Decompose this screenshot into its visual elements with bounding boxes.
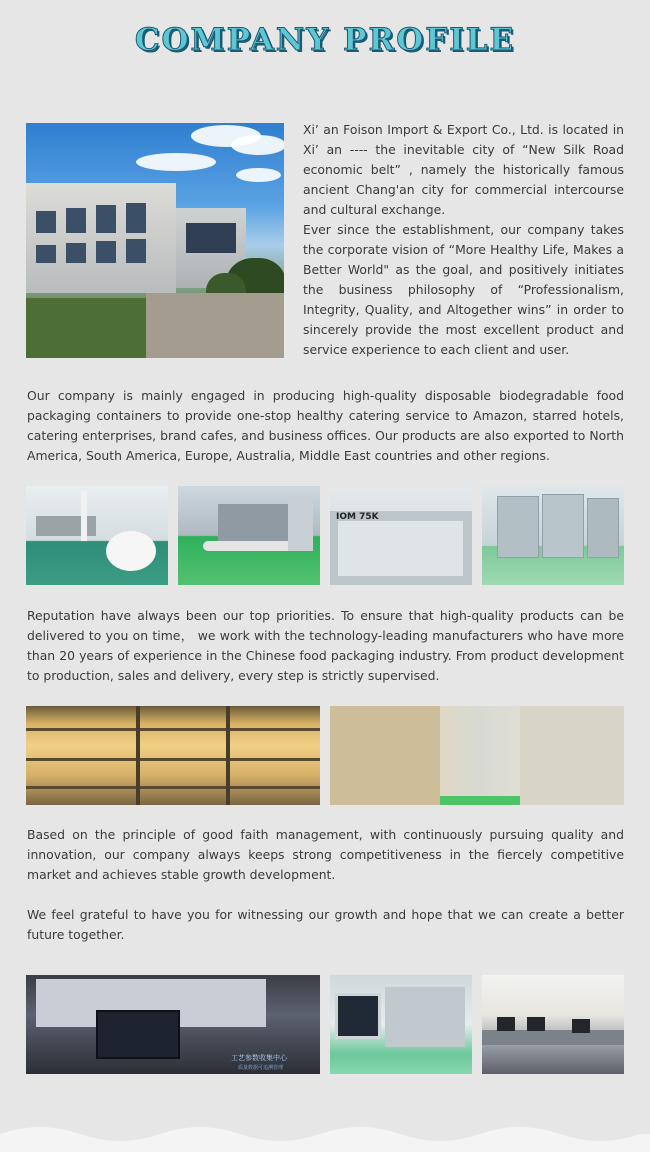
control-center-caption: 工艺参数收集中心 xyxy=(231,1054,287,1062)
business-paragraph: Our company is mainly engaged in producing high-quality disposable biodegradable food packaging containers to provide one-stop healthy catering service to Amazon, starred hotels, catering enterprises, brand cafes, and business offices. Our products are also exported to North America, South America, Europe, Australia, Middle East countries and other regions. xyxy=(27,388,624,463)
factory-workshop-photo xyxy=(26,486,168,585)
product-showroom-shelves-photo xyxy=(26,706,320,805)
machine-label: IOM 75K xyxy=(336,512,379,522)
principle-paragraph: Based on the principle of good faith management, with continuously pursuing quality and innovation, our company always keeps strong competitiveness in the fiercely competitive market and achieves stable growth development. xyxy=(27,827,624,882)
control-center-monitors-photo xyxy=(26,975,320,1074)
production-line-photo xyxy=(178,486,320,585)
reputation-paragraph: Reputation have always been our top priorities. To ensure that high-quality products can be delivered to you on time， we work with the technology-leading manufacturers who have more than 20 years of experience in the Chinese food packaging industry. From product development to production, sales and delivery, every step is strictly supervised. xyxy=(27,608,624,683)
page-title: COMPANY PROFILE xyxy=(134,22,516,58)
decorative-wave-border xyxy=(0,1112,650,1152)
intro-paragraph-location: Xi’ an Foison Import & Export Co., Ltd. is located in Xi’ an ---- the inevitable city of “New Silk Road economic belt” , namely the historically famous ancient Chang'an city for commercial intercourse and cultural exchange. xyxy=(303,122,624,217)
office-workspace-photo xyxy=(482,975,624,1074)
clean-room-machines-photo xyxy=(482,486,624,585)
warehouse-cartons-photo xyxy=(330,706,624,805)
intro-paragraph-vision: Ever since the establishment, our company takes the corporate vision of “More Healthy Life, Makes a Better World" as the goal, and positively initiates the business philosophy of “Professionalism, Integrity, Quality, and Altogether wins” in order to sincerely provide the most excellent product and service experience to each client and user. xyxy=(303,222,624,357)
grateful-paragraph: We feel grateful to have you for witnessing our growth and hope that we can create a better future together. xyxy=(27,907,624,942)
automated-production-line-photo xyxy=(330,975,472,1074)
headquarters-building-photo xyxy=(26,123,284,358)
control-center-subcaption: 质量数据可追溯管理 xyxy=(238,1065,284,1071)
molding-machine-photo xyxy=(330,486,472,585)
